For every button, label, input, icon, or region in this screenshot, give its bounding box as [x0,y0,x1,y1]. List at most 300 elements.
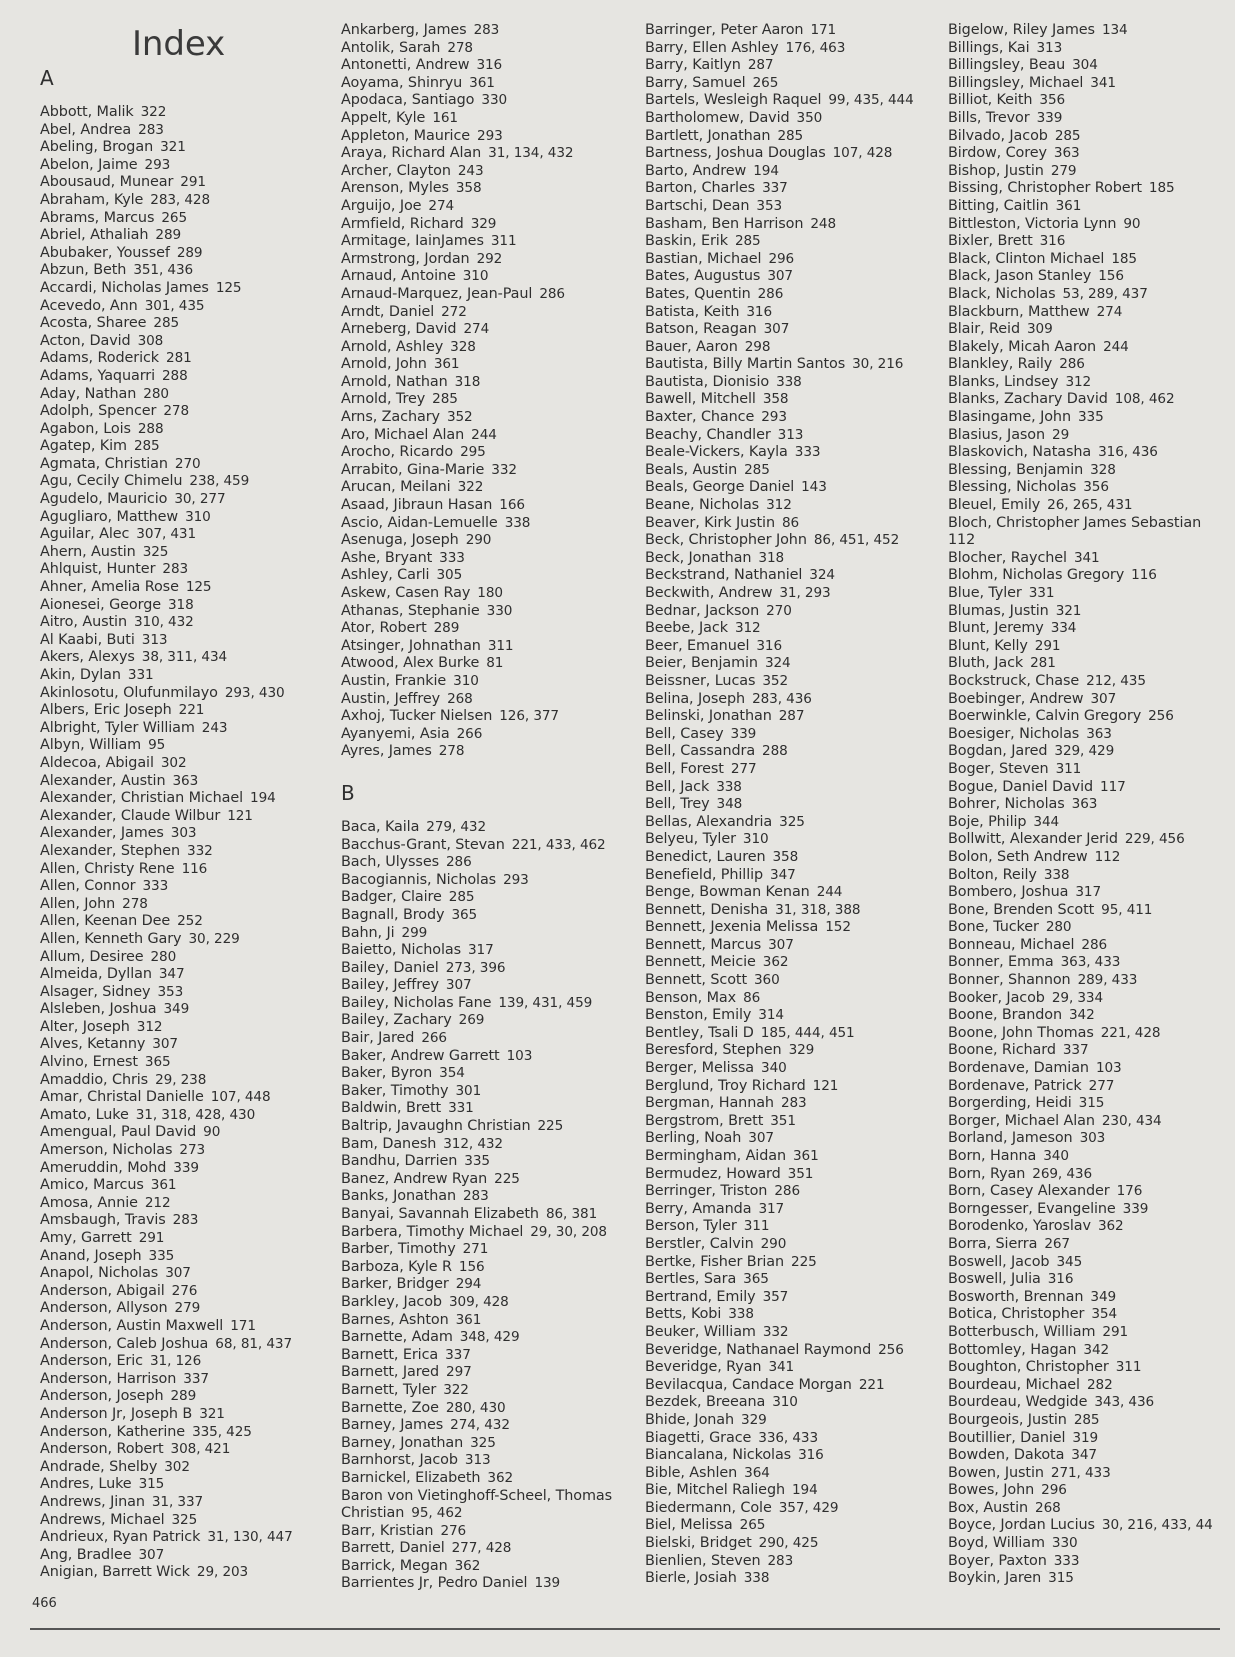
index-entry [948,673,1235,691]
index-entry [40,1195,340,1213]
entry-pages: 289 [433,620,460,637]
entry-name: Bautista, Billy Martin Santos [645,356,846,373]
entry-name: Basham, Ben Harrison [645,215,804,232]
entry-pages: 295 [460,444,486,461]
entry-name: Acton, David [40,332,131,349]
entry-name: Berson, Tyler [645,1218,737,1235]
entry-pages: 361 [433,356,460,373]
index-entry [645,198,945,216]
entry-name: Blanks, Lindsey [948,373,1059,390]
entry-pages: 332 [187,842,213,859]
entry-name: Bordenave, Patrick [948,1077,1082,1094]
index-entry [341,1065,641,1083]
entry-name: Arocho, Ricardo [341,444,454,461]
entry-name: Barnett, Jared [341,1364,440,1381]
entry-name: Borngesser, Evangeline [948,1200,1116,1217]
entry-pages: 283 [473,22,500,38]
index-entry [645,937,945,955]
entry-pages: 283 [462,1188,489,1205]
footer-rule [30,1628,1220,1630]
index-entry [341,374,641,392]
entry-name: Bonneau, Michael [948,936,1075,953]
entry-pages: 212 [144,1194,171,1211]
entry-name: Amsbaugh, Travis [40,1212,166,1229]
entry-name: Borodenko, Yaroslav [948,1218,1091,1235]
entry-name: Beck, Jonathan [645,549,752,566]
index-entry [341,603,641,621]
entry-name: Barnette, Adam [341,1329,453,1346]
entry-pages: 243 [201,719,228,736]
entry-name: Boje, Philip [948,813,1027,830]
index-entry [341,1188,641,1206]
index-entry [341,1540,641,1558]
index-entry [341,304,641,322]
entry-name: Bennett, Jexenia Melissa [645,919,819,936]
index-entry [948,831,1235,849]
entry-name: Ator, Robert [341,620,427,637]
index-entry [645,374,945,392]
index-entry [40,122,340,140]
index-entry [341,1118,641,1136]
entry-name: Boughton, Christopher [948,1359,1109,1376]
entry-name: Albright, Tyler William [40,719,195,736]
entry-name: Baker, Timothy [341,1082,449,1099]
entry-name: Armfield, Richard [341,215,464,232]
entry-pages: 38, 311, 434 [141,649,228,666]
entry-pages: 283, 428 [150,191,211,208]
entry-name: Banez, Andrew Ryan [341,1170,488,1187]
entry-pages: 302 [160,754,187,771]
entry-pages: 361 [455,1311,482,1328]
index-entry [341,995,641,1013]
entry-name: Arrabito, Gina-Marie [341,461,485,478]
entry-name: Abeling, Brogan [40,139,154,156]
entry-name: Austin, Frankie [341,672,447,689]
index-entry [948,427,1235,445]
entry-pages: 126, 377 [499,708,559,725]
entry-pages: 307 [763,321,790,338]
entry-name: Abriel, Athaliah [40,227,149,244]
index-entry [341,268,641,286]
entry-name: Bombero, Joshua [948,884,1069,901]
entry-pages: 365 [451,906,478,923]
entry-pages: 221, 428 [1100,1024,1161,1041]
entry-pages: 287 [747,57,774,74]
entry-name: Barrett, Daniel [341,1540,445,1557]
entry-name: Abrams, Marcus [40,209,155,226]
entry-name: Agugliaro, Matthew [40,508,179,525]
entry-pages: 330 [486,602,513,619]
entry-name: Armstrong, Jordan [341,250,470,267]
index-entry [948,1412,1235,1430]
entry-name: Abbott, Malik [40,104,134,120]
entry-name: Bertles, Sara [645,1271,737,1288]
entry-pages: 274 [1096,303,1123,320]
entry-pages: 274 [463,321,490,338]
entry-name: Borger, Michael Alan [948,1112,1095,1129]
entry-name: Bonner, Emma [948,954,1054,971]
entry-name: Boerwinkle, Calvin Gregory [948,708,1142,725]
entry-pages: 244 [816,884,843,901]
entry-pages: 285 [133,438,160,455]
index-entry [645,409,945,427]
entry-pages: 221, 433, 462 [511,836,606,853]
entry-pages: 337 [762,180,788,197]
entry-pages: 318 [454,373,481,390]
entry-pages: 351, 436 [133,262,194,279]
index-entry [341,942,641,960]
index-entry [341,1523,641,1541]
entry-name: Agmata, Christian [40,455,168,472]
index-entry [341,854,641,872]
entry-name: Bell, Jack [645,778,710,795]
entry-pages: 108, 462 [1114,391,1175,408]
entry-name: Bogue, Daniel David [948,778,1094,795]
entry-name: Bednar, Jackson [645,602,760,619]
entry-pages: 166 [499,497,525,514]
entry-pages: 296 [1041,1482,1067,1499]
index-entry [341,1030,641,1048]
entry-pages: 293 [477,127,503,144]
index-entry [40,174,340,192]
entry-name: Banyai, Savannah Elizabeth [341,1206,539,1222]
index-entry [341,673,641,691]
entry-name: Billingsley, Beau [948,57,1066,74]
index-entry [645,1377,945,1395]
entry-pages: 340 [761,1060,787,1077]
index-entry [40,1371,340,1389]
index-entry [341,708,641,726]
entry-pages: 238, 459 [189,473,250,490]
entry-pages: 358 [772,848,799,865]
entry-pages: 325 [470,1434,496,1451]
entry-name: Bartlett, Jonathan [645,127,771,144]
index-entry [645,1078,945,1096]
entry-pages: 362 [487,1469,514,1486]
entry-pages: 116 [181,860,208,877]
entry-name: Botica, Christopher [948,1306,1085,1323]
entry-pages: 273 [179,1142,206,1159]
entry-name: Bartels, Wesleigh Raquel [645,92,822,109]
index-entry [645,163,945,181]
entry-pages: 95, 411 [1101,901,1153,918]
entry-pages: 307 [1090,690,1117,707]
entry-pages: 314 [758,1007,784,1024]
entry-pages: 185 [1111,250,1137,267]
entry-pages: 348 [716,796,743,813]
entry-name: Belyeu, Tyler [645,831,736,848]
entry-name: Atwood, Alex Burke [341,655,480,672]
index-entry [341,691,641,709]
entry-name: Alexander, James [40,825,164,842]
entry-pages: 353 [157,983,184,1000]
entry-pages: 339 [1036,109,1063,126]
entry-name: Black, Nicholas [948,285,1056,302]
index-entry [645,497,945,515]
index-entry [645,1254,945,1272]
index-entry [40,1459,340,1477]
entry-pages: 338 [743,1570,770,1587]
entry-name: Aoyama, Shinryu [341,74,463,91]
index-entry [645,567,945,585]
index-entry [948,198,1235,216]
entry-pages: 29, 334 [1051,989,1104,1006]
index-entry [341,1312,641,1330]
index-entry [645,603,945,621]
entry-name: Baker, Byron [341,1065,433,1082]
entry-pages: 312 [734,620,761,637]
entry-name: Bagnall, Brody [341,906,445,923]
entry-name: Almeida, Dyllan [40,966,152,983]
entry-name: Alves, Ketanny [40,1036,146,1053]
entry-pages: 194 [792,1482,818,1499]
entry-name: Billiot, Keith [948,92,1033,109]
index-entry [341,92,641,110]
entry-name: Abzun, Beth [40,262,127,279]
index-entry [948,1359,1235,1377]
entry-pages: 30, 229 [188,930,240,947]
entry-pages: 185 [1148,180,1175,197]
entry-name: Alexander, Austin [40,772,166,789]
index-entry [948,409,1235,427]
entry-name: Ayanyemi, Asia [341,725,450,742]
index-entry [645,40,945,58]
entry-name: Biedermann, Cole [645,1499,772,1516]
entry-pages: 53, 289, 437 [1062,285,1148,302]
entry-name: Agu, Cecily Chimelu [40,473,183,490]
entry-pages: 290, 425 [758,1535,819,1552]
index-entry [645,620,945,638]
entry-pages: 268 [447,690,473,707]
entry-name: Alexander, Claude Wilbur [40,807,221,824]
index-entry [40,227,340,245]
index-entry [645,216,945,234]
entry-pages: 103 [506,1047,533,1064]
entry-pages: 361 [469,74,495,91]
entry-name: Bahn, Ji [341,924,395,941]
entry-name: Berger, Melissa [645,1060,755,1077]
entry-name: Ang, Bradlee [40,1546,132,1563]
index-entry [40,702,340,720]
entry-pages: 307 [748,1130,774,1147]
entry-name: Biancalana, Nickolas [645,1447,792,1464]
index-entry [645,849,945,867]
entry-name: Arnold, Ashley [341,338,444,355]
entry-pages: 156 [458,1258,485,1275]
entry-pages: 313 [464,1452,491,1469]
index-entry [341,444,641,462]
entry-pages: 176, 463 [785,39,846,56]
entry-name: Betts, Kobi [645,1306,722,1323]
entry-name: Archer, Clayton [341,162,451,179]
entry-name: Benson, Max [645,989,737,1006]
entry-pages: 325 [171,1511,198,1528]
entry-pages: 31, 318, 428, 430 [135,1106,256,1123]
entry-pages: 270 [766,602,792,619]
entry-pages: 266 [456,725,483,742]
entry-name: Berling, Noah [645,1130,742,1147]
entry-name: Amato, Luke [40,1106,129,1123]
entry-pages: 270 [174,455,201,472]
index-column-1 [40,24,340,1582]
entry-name: Bonner, Shannon [948,972,1071,989]
index-entry [40,139,340,157]
index-entry [40,1160,340,1178]
entry-pages: 286 [757,285,784,302]
index-entry [948,1271,1235,1289]
index-entry [341,1276,641,1294]
index-entry [645,1166,945,1184]
entry-name: Box, Austin [948,1499,1029,1516]
entry-name: Bam, Danesh [341,1135,437,1152]
index-entry [40,1124,340,1142]
entry-name: Bohrer, Nicholas [948,796,1065,813]
entry-name: Beck, Christopher John [645,532,807,549]
entry-name: Arns, Zachary [341,409,440,426]
entry-name: Berringer, Triston [645,1183,768,1200]
entry-pages: 322 [457,479,484,496]
entry-name: Amosa, Annie [40,1194,138,1211]
index-entry [341,1364,641,1382]
index-entry [948,1342,1235,1360]
entry-pages: 316 [476,57,503,74]
entry-name: Allen, Christy Rene [40,860,175,877]
index-entry [40,1054,340,1072]
index-entry [341,391,641,409]
index-entry [341,620,641,638]
entry-name: Bell, Casey [645,725,724,742]
index-entry [948,867,1235,885]
entry-pages: 318 [167,596,194,613]
index-entry [948,1183,1235,1201]
index-entry [341,977,641,995]
index-entry [948,954,1235,972]
entry-name: Andrieux, Ryan Patrick [40,1529,201,1546]
entry-pages: 352 [762,672,789,689]
index-entry [948,180,1235,198]
entry-name: Blohm, Nicholas Gregory [948,567,1125,584]
index-entry [40,1001,340,1019]
entry-name: Arucan, Meilani [341,479,451,496]
entry-pages: 307 [767,268,793,285]
entry-pages: 329 [741,1411,767,1428]
index-entry [645,1553,945,1571]
index-entry [341,1206,641,1224]
entry-name: Bleuel, Emily [948,497,1041,514]
index-entry [948,585,1235,603]
index-entry [40,1019,340,1037]
index-entry [40,386,340,404]
entry-name: Barney, Jonathan [341,1434,464,1451]
index-entry [948,849,1235,867]
entry-name: Allen, John [40,895,116,912]
entry-name: Bourdeau, Wedgide [948,1394,1088,1411]
entry-name: Barney, James [341,1417,444,1434]
index-entry [645,1359,945,1377]
entry-pages: 225 [791,1253,817,1270]
index-entry [948,57,1235,75]
index-entry [948,1324,1235,1342]
entry-name: Amy, Garrett [40,1230,132,1246]
entry-name: Berstler, Calvin [645,1235,754,1252]
entry-pages: 354 [439,1065,465,1082]
entry-pages: 248 [810,215,837,232]
entry-name: Bezdek, Breeana [645,1394,766,1411]
entry-pages: 31, 337 [151,1493,204,1510]
entry-pages: 285 [153,315,180,332]
entry-pages: 298 [744,338,771,355]
index-entry [645,1113,945,1131]
index-entry [645,1465,945,1483]
entry-name: Batson, Reagan [645,321,757,338]
index-entry [948,1482,1235,1500]
entry-name: Benedict, Lauren [645,848,766,865]
entry-name: Abubaker, Youssef [40,244,170,261]
entry-pages: 313 [141,631,168,648]
entry-name: Bates, Augustus [645,268,761,285]
entry-name: Austin, Jeffrey [341,690,441,707]
index-entry [948,1517,1235,1535]
entry-name: Bacogiannis, Nicholas [341,871,497,888]
entry-pages: 280 [150,948,177,965]
index-entry [948,1394,1235,1412]
entry-name: Blaskovich, Natasha [948,444,1092,461]
entry-pages: 294 [455,1276,482,1293]
entry-name: Atsinger, Johnathan [341,637,481,654]
index-entry [948,321,1235,339]
index-entry [40,843,340,861]
entry-name: Akin, Dylan [40,667,121,683]
index-entry [341,1259,641,1277]
entry-name: Appleton, Maurice [341,127,471,144]
index-entry [948,937,1235,955]
entry-pages: 318 [758,549,785,566]
entry-pages: 341 [1073,549,1100,566]
entry-name: Bell, Forest [645,760,724,777]
entry-pages: 341 [1090,74,1116,91]
entry-name: Christian [341,1505,405,1522]
entry-pages: 337 [183,1370,209,1387]
entry-name: Beals, George Daniel [645,479,795,496]
index-entry [341,1083,641,1101]
entry-pages: 30, 277 [174,491,226,508]
index-entry [645,339,945,357]
entry-pages: 338 [776,373,802,390]
entry-pages: 325 [779,813,805,830]
entry-name: Barnett, Erica [341,1346,439,1363]
entry-pages: 301, 435 [144,297,205,314]
entry-pages: 332 [762,1323,789,1340]
entry-name: Blankley, Raily [948,356,1053,373]
entry-pages: 290 [465,532,492,549]
index-column-3 [645,22,945,1588]
entry-pages: 324 [764,655,791,672]
index-entry [341,726,641,744]
entry-pages: 358 [762,391,789,408]
index-entry [341,1048,641,1066]
entry-pages: 293 [761,409,787,426]
index-entry [40,614,340,632]
index-entry [341,462,641,480]
entry-pages: 185, 444, 451 [760,1024,855,1041]
index-entry [948,638,1235,656]
entry-pages: 274 [428,197,455,214]
entry-pages: 307 [445,977,472,994]
entry-name: Akinlosotu, Olufunmilayo [40,684,218,701]
index-entry [341,550,641,568]
index-entry [40,421,340,439]
index-entry [341,1136,641,1154]
